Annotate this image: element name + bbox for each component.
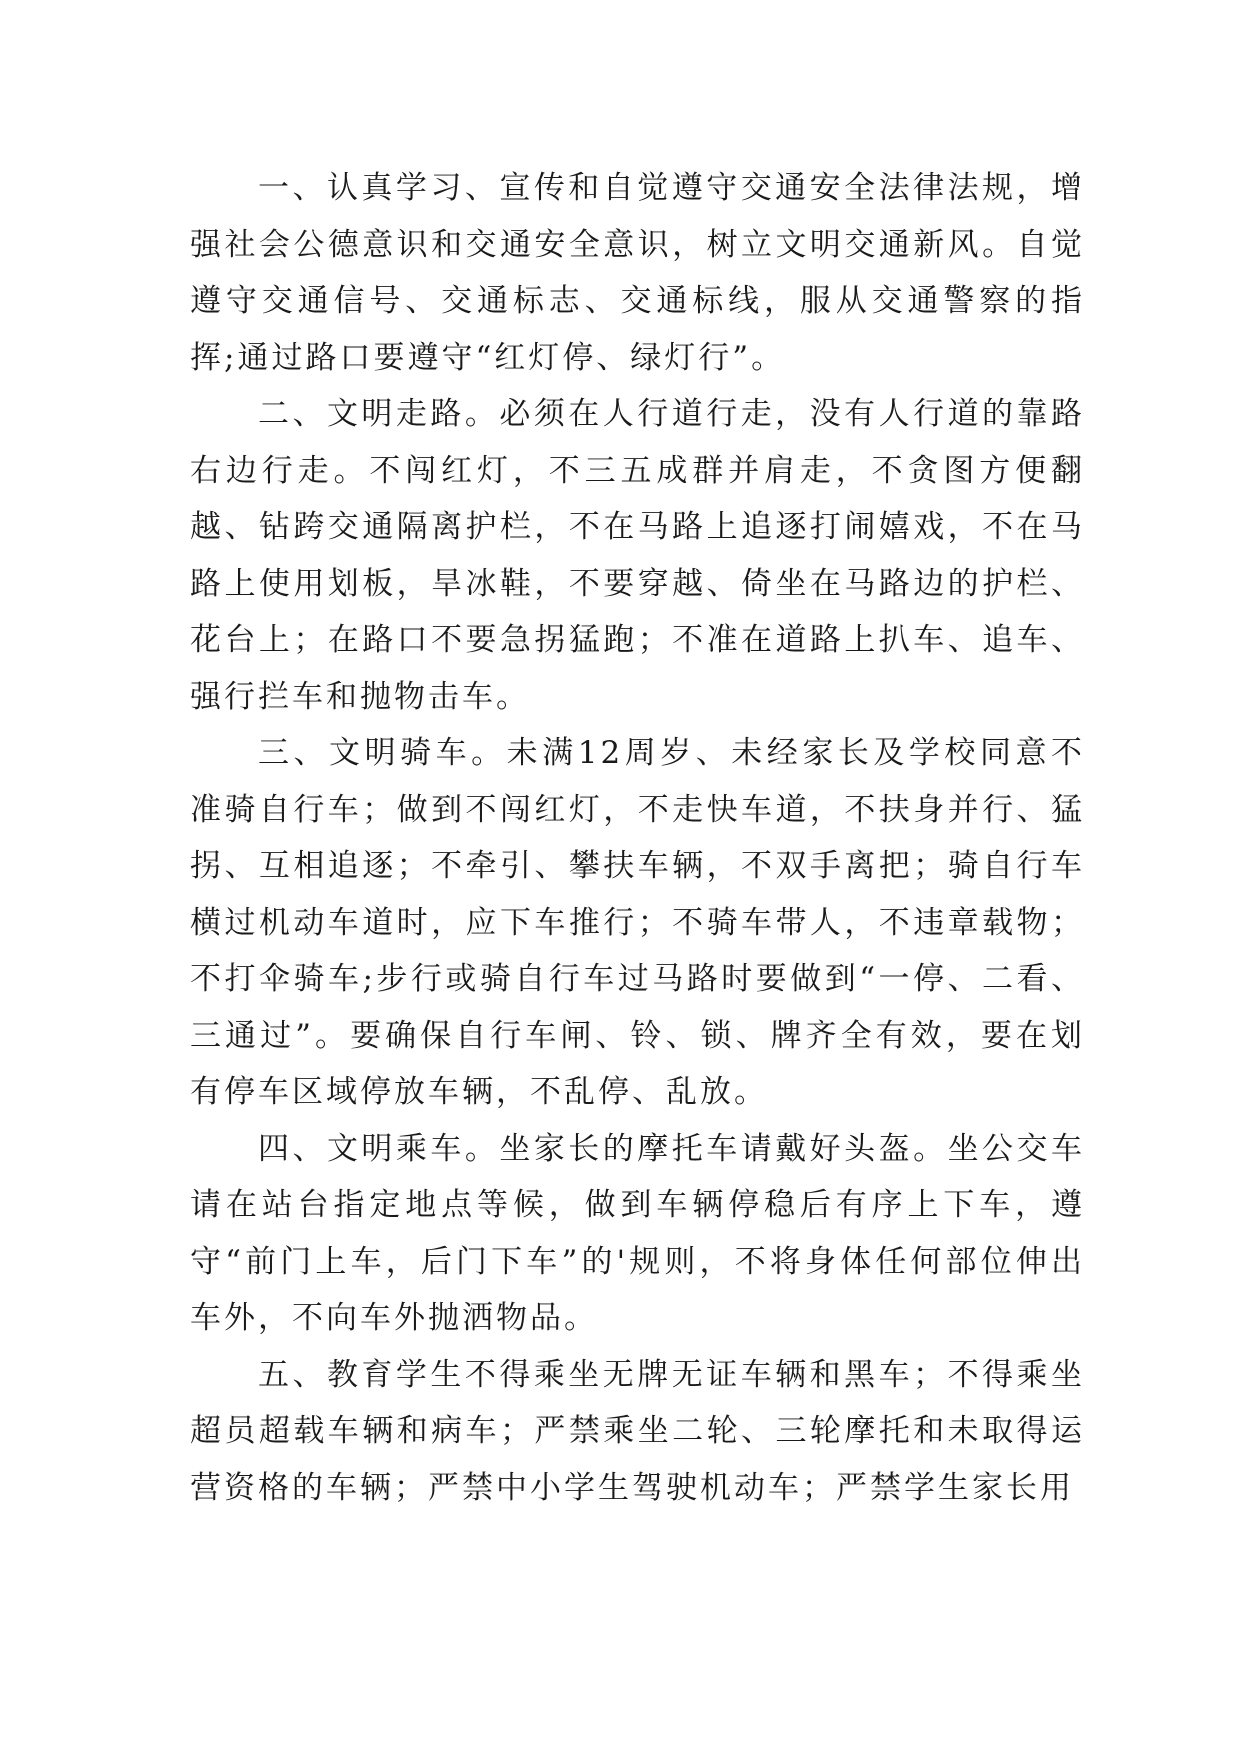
document-body <box>190 160 1085 1516</box>
paragraph-2: 二、文明走路。必须在人行道行走，没有人行道的靠路右边行走。不闯红灯，不三五成群并肩走，不贪图方便翻越、钻跨交通隔离护栏，不在马路上追逐打闹嬉戏，不在马路上使用划板，旱冰鞋，不要穿越、倚坐在马路边的护栏、花台上；在路口不要急拐猛跑；不准在道路上扒车、追车、强行拦车和抛物击车。 <box>190 396 1085 715</box>
paragraph-4: 四、文明乘车。坐家长的摩托车请戴好头盔。坐公交车请在站台指定地点等候，做到车辆停稳后有序上下车，遵守“前门上车，后门下车”的'规则，不将身体任何部位伸出车外，不向车外抛洒物品。 <box>190 1130 1085 1336</box>
paragraph-1: 一、认真学习、宣传和自觉遵守交通安全法律法规，增强社会公德意识和交通安全意识，树立文明交通新风。自觉遵守交通信号、交通标志、交通标线，服从交通警察的指挥;通过路口要遵守“红灯停、绿灯行”。 <box>190 170 1085 376</box>
paragraph-5: 五、教育学生不得乘坐无牌无证车辆和黑车；不得乘坐超员超载车辆和病车；严禁乘坐二轮、三轮摩托和未取得运营资格的车辆；严禁中小学生驾驶机动车；严禁学生家长用 <box>190 1356 1085 1506</box>
paragraph-3: 三、文明骑车。未满12周岁、未经家长及学校同意不准骑自行车；做到不闯红灯，不走快车道，不扶身并行、猛拐、互相追逐；不牵引、攀扶车辆，不双手离把；骑自行车横过机动车道时，应下车推行；不骑车带人，不违章载物；不打伞骑车;步行或骑自行车过马路时要做到“一停、二看、三通过”。要确保自行车闸、铃、锁、牌齐全有效，要在划有停车区域停放车辆，不乱停、乱放。 <box>190 735 1085 1110</box>
